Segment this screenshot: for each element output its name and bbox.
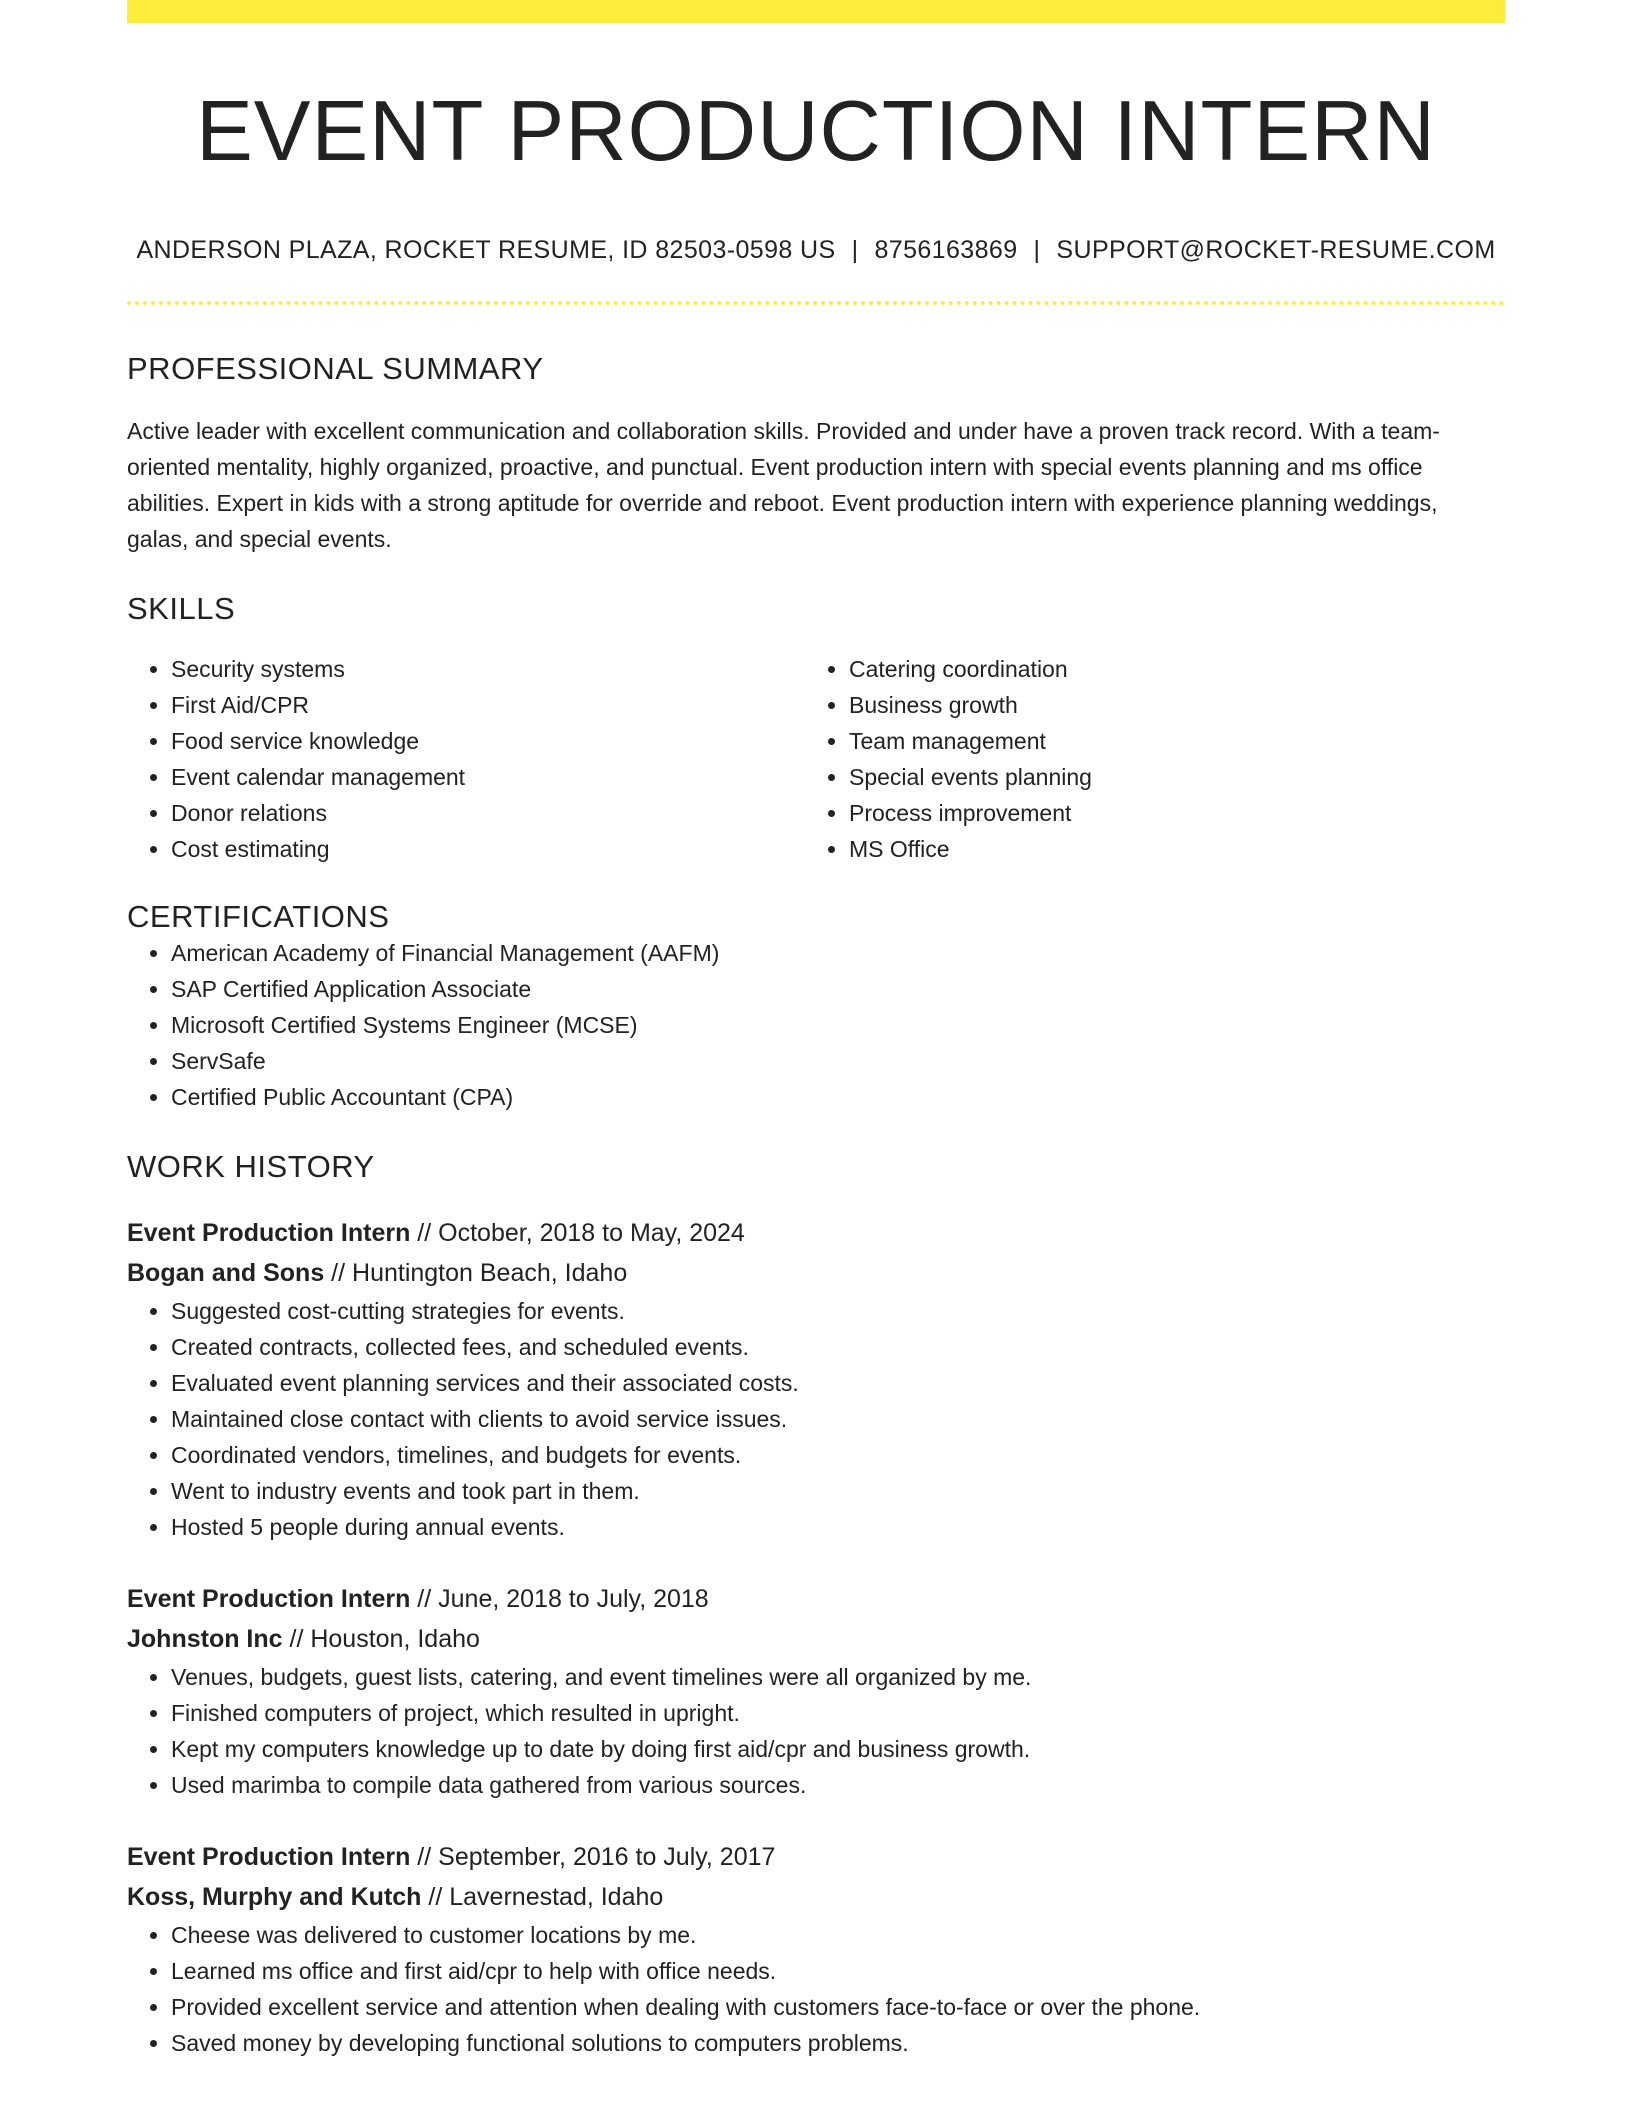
skills-column-right [805,651,1483,867]
certification-item: • SAP Certified Application Associate [171,971,1505,1007]
job-duty-item: • Learned ms office and first aid/cpr to help with office needs. [171,1953,1505,1989]
skill-item: • Business growth [849,687,1483,723]
job-entry [127,1579,1505,1803]
job-duty-item: • Created contracts, collected fees, and scheduled events. [171,1329,1505,1365]
skill-item: • First Aid/CPR [171,687,805,723]
job-duty-item: • Kept my computers knowledge up to date by doing first aid/cpr and business growth. [171,1731,1505,1767]
skill-item: • MS Office [849,831,1483,867]
job-location: // Huntington Beach, Idaho [324,1258,628,1287]
skill-item: • Process improvement [849,795,1483,831]
skills-grid [127,651,1505,867]
job-role: Event Production Intern [127,1218,411,1247]
work-history-heading: WORK HISTORY [127,1148,375,1184]
resume-page [127,0,1505,2061]
job-title-line [127,1579,1505,1619]
job-title-line [127,1837,1505,1877]
job-role: Event Production Intern [127,1584,411,1613]
certification-item: • American Academy of Financial Management (AAFM) [171,935,1505,971]
skill-item: • Cost estimating [171,831,805,867]
job-company: Koss, Murphy and Kutch [127,1882,422,1911]
skills-list-right [805,651,1483,867]
job-company: Johnston Inc [127,1624,283,1653]
skill-item: • Catering coordination [849,651,1483,687]
job-duty-item: • Hosted 5 people during annual events. [171,1509,1505,1545]
certifications-list [127,935,1505,1115]
contact-separator: | [851,235,859,264]
job-location: // Lavernestad, Idaho [421,1882,664,1911]
job-duties-list [127,1659,1505,1803]
job-company: Bogan and Sons [127,1258,325,1287]
skill-item: • Special events planning [849,759,1483,795]
job-duties-list [127,1293,1505,1545]
job-duty-item: • Coordinated vendors, timelines, and budgets for events. [171,1437,1505,1473]
job-duties-list [127,1917,1505,2061]
summary-heading: PROFESSIONAL SUMMARY [127,350,544,386]
contact-email: SUPPORT@ROCKET-RESUME.COM [1056,235,1496,264]
job-duty-item: • Evaluated event planning services and their associated costs. [171,1365,1505,1401]
contact-line [127,236,1505,265]
job-duty-item: • Saved money by developing functional solutions to computers problems. [171,2025,1505,2061]
job-duty-item: • Went to industry events and took part in them. [171,1473,1505,1509]
contact-separator: | [1033,235,1041,264]
contact-address: ANDERSON PLAZA, ROCKET RESUME, ID 82503-0598 US [136,235,836,264]
job-duty-item: • Cheese was delivered to customer locations by me. [171,1917,1505,1953]
job-dates: // June, 2018 to July, 2018 [410,1584,709,1613]
resume-name: EVENT PRODUCTION INTERN [196,84,1436,179]
job-duty-item: • Venues, budgets, guest lists, catering, and event timelines were all organized by me. [171,1659,1505,1695]
job-duty-item: • Maintained close contact with clients to avoid service issues. [171,1401,1505,1437]
skills-heading: SKILLS [127,590,236,626]
job-location: // Houston, Idaho [282,1624,480,1653]
skills-list-left [127,651,805,867]
accent-top-bar [127,0,1505,23]
job-dates: // September, 2016 to July, 2017 [410,1842,776,1871]
skill-item: • Security systems [171,651,805,687]
summary-text: Active leader with excellent communication and collaboration skills. Provided and under have a proven track record. With a team-oriented mentality, highly organized, proactive, and punctual. Event production intern with special events planning and ms office abilities. Expert in kids with a strong aptitude for override and reboot. Event production intern with experience planning weddings, galas, and special events. [127,417,1440,552]
certification-item: • Microsoft Certified Systems Engineer (MCSE) [171,1007,1505,1043]
job-role: Event Production Intern [127,1842,411,1871]
job-company-line [127,1619,1505,1659]
job-company-line [127,1877,1505,1917]
job-entry [127,1213,1505,1545]
certification-item: • Certified Public Accountant (CPA) [171,1079,1505,1115]
job-duty-item: • Used marimba to compile data gathered from various sources. [171,1767,1505,1803]
skill-item: • Donor relations [171,795,805,831]
skill-item: • Food service knowledge [171,723,805,759]
certifications-heading: CERTIFICATIONS [127,898,390,934]
job-duty-item: • Provided excellent service and attention when dealing with customers face-to-face or over the phone. [171,1989,1505,2025]
skill-item: • Team management [849,723,1483,759]
contact-phone: 8756163869 [874,235,1018,264]
job-dates: // October, 2018 to May, 2024 [410,1218,745,1247]
job-title-line [127,1213,1505,1253]
job-duty-item: • Suggested cost-cutting strategies for events. [171,1293,1505,1329]
job-duty-item: • Finished computers of project, which resulted in upright. [171,1695,1505,1731]
dotted-divider [127,301,1505,305]
job-company-line [127,1253,1505,1293]
certification-item: • ServSafe [171,1043,1505,1079]
job-entry [127,1837,1505,2061]
skills-column-left [127,651,805,867]
skill-item: • Event calendar management [171,759,805,795]
